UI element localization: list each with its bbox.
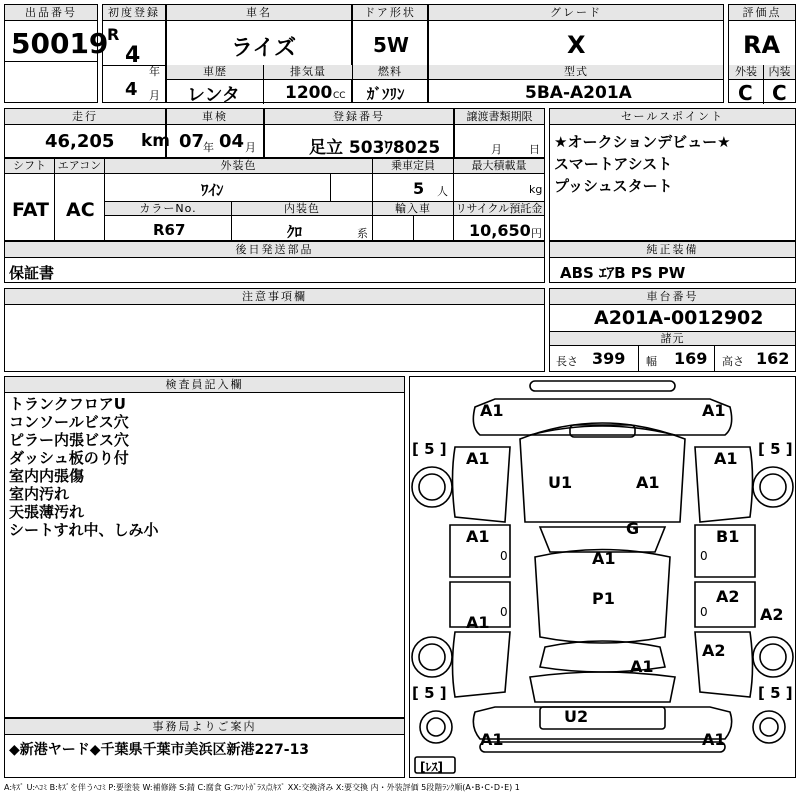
damage-mark: A1 <box>636 473 660 492</box>
reg-year: 4 <box>125 43 141 68</box>
no-spare: [ﾚｽ] <box>420 760 443 774</box>
exterior-grade: C <box>738 81 753 105</box>
first-registration-box <box>102 4 166 103</box>
damage-mark: A1 <box>480 401 504 420</box>
shaken-month: 04 <box>219 131 245 152</box>
shaken-month-unit: 月 <box>245 141 256 154</box>
recycle-label: リサイクル預託金 <box>455 202 543 215</box>
genuine-equipment-label: 純正装備 <box>550 242 795 258</box>
ext-color: ﾜｲﾝ <box>201 181 224 199</box>
model-type-label: 型式 <box>429 65 723 80</box>
interior-grade: C <box>772 81 787 105</box>
fuel: ｶﾞｿﾘﾝ <box>367 85 405 103</box>
import-label: 輸入車 <box>373 202 453 216</box>
history: レンタ <box>187 85 240 106</box>
note-line: シートすれ中、しみ小 <box>9 521 159 539</box>
max-load-label: 最大積載量 <box>453 159 544 174</box>
door-type-box <box>352 4 428 103</box>
car-name: ライズ <box>231 36 297 61</box>
reg-number-label: 登録番号 <box>265 109 453 125</box>
glass-zero: 0 <box>700 549 708 563</box>
later-parts-box <box>4 241 545 283</box>
note-line: ダッシュ板のり付 <box>9 449 129 467</box>
int-color-suffix: 系 <box>357 227 368 240</box>
transfer-deadline-box <box>454 108 545 158</box>
shift-label: シフト <box>5 159 54 174</box>
score-box <box>728 4 796 103</box>
displacement-unit: CC <box>333 91 346 101</box>
office-notice-box <box>4 718 405 778</box>
chassis-number: A201A-0012902 <box>594 307 764 329</box>
score-label: 評価点 <box>729 5 795 21</box>
car-outline <box>410 377 795 777</box>
history-label: 車歴 <box>167 65 263 80</box>
caution-label: 注意事項欄 <box>5 289 544 305</box>
score: RA <box>743 31 781 59</box>
sales-point-item: ★オークションデビュー★ <box>554 133 731 151</box>
inspector-notes-list <box>9 395 159 539</box>
sales-point-item: スマートアシスト <box>554 155 673 173</box>
era: R <box>107 25 120 44</box>
door-type-label: ドア形状 <box>353 5 427 21</box>
displacement-label: 排気量 <box>263 65 352 80</box>
genuine-equipment-box <box>549 241 796 283</box>
later-parts: 保証書 <box>9 264 55 282</box>
transfer-deadline-label: 譲渡書類期限 <box>455 109 544 125</box>
grade-box <box>428 4 724 103</box>
damage-mark: A1 <box>466 527 490 546</box>
width: 169 <box>674 349 708 368</box>
damage-mark: A2 <box>760 605 784 624</box>
car-name-label: 車名 <box>167 5 351 21</box>
reg-number: 足立 503ﾜ8025 <box>309 138 441 158</box>
specs-label: 諸元 <box>550 331 795 346</box>
chassis-label: 車台番号 <box>550 289 795 305</box>
damage-mark: A2 <box>716 587 740 606</box>
damage-diagram <box>409 376 796 778</box>
recycle-fee: 10,650 <box>469 221 531 240</box>
mileage-box <box>4 108 171 158</box>
first-registration-label: 初度登録 <box>103 5 165 21</box>
damage-mark: B1 <box>716 527 740 546</box>
fuel-label: 燃料 <box>353 65 427 80</box>
deadline-day: 日 <box>529 143 540 156</box>
inspector-notes-box <box>4 376 405 718</box>
capacity-unit: 人 <box>437 185 448 198</box>
capacity-label: 乗車定員 <box>372 159 453 174</box>
reg-month: 4 <box>125 79 138 100</box>
damage-mark: U2 <box>564 707 589 726</box>
shaken-year: 07 <box>179 131 205 152</box>
shaken-box <box>166 108 264 158</box>
office-notice-label: 事務局よりご案内 <box>5 719 404 735</box>
legend: A:ｷｽﾞ U:ﾍｺﾐ B:ｷｽﾞを伴うﾍｺﾐ P:要塗装 W:補修跡 S:錆 C:腐食 G:ﾌﾛﾝﾄｶﾞﾗｽ点ｷｽﾞ XX:交換済み X:要交換 内・外装評価 5段階ﾗﾝｸ順(A･B･C･D･E) 1 <box>4 783 520 792</box>
genuine-equipment: ABS ｴｱB PS PW <box>560 264 686 282</box>
damage-mark: A1 <box>702 730 726 749</box>
tire-tread: [ 5 ] <box>758 440 793 458</box>
shaken-label: 車検 <box>167 109 263 125</box>
capacity: 5 <box>413 179 425 198</box>
note-line: 室内内張傷 <box>9 467 85 485</box>
note-line: 室内汚れ <box>9 485 70 503</box>
reg-year-unit: 年 <box>149 65 160 78</box>
height-label: 高さ <box>722 355 744 368</box>
damage-mark: A1 <box>702 401 726 420</box>
length-label: 長さ <box>556 355 578 368</box>
note-line: コンソールビス穴 <box>9 413 129 431</box>
damage-mark: G <box>626 519 640 538</box>
damage-mark: A1 <box>466 449 490 468</box>
aircon-label: エアコン <box>54 159 104 174</box>
int-color-label: 内装色 <box>231 202 372 216</box>
lot-number-label: 出品番号 <box>5 5 97 21</box>
damage-mark: A1 <box>630 657 654 676</box>
damage-mark: A1 <box>466 613 490 632</box>
tire-tread: [ 5 ] <box>412 440 447 458</box>
aircon: AC <box>66 199 95 221</box>
door-type: 5W <box>373 33 409 57</box>
grade: X <box>567 31 586 59</box>
mileage-unit: km <box>141 131 171 151</box>
damage-mark: A1 <box>480 730 504 749</box>
lot-number-box <box>4 4 109 103</box>
sales-points-label: セールスポイント <box>550 109 795 125</box>
sales-points-box <box>549 108 796 241</box>
max-load-unit: kg <box>529 183 543 196</box>
shift: FAT <box>12 199 49 221</box>
glass-zero: 0 <box>500 605 508 619</box>
exterior-label: 外装 <box>729 65 763 80</box>
length: 399 <box>592 349 626 368</box>
damage-mark: A1 <box>592 549 616 568</box>
damage-mark: A2 <box>702 641 726 660</box>
later-parts-label: 後日発送部品 <box>5 242 544 258</box>
caution-box <box>4 288 545 372</box>
office-notice: ◆新港ヤード◆千葉県千葉市美浜区新港227-13 <box>9 742 310 758</box>
width-label: 幅 <box>646 355 657 368</box>
damage-mark: P1 <box>592 589 615 608</box>
int-color: ｸﾛ <box>287 223 303 241</box>
tire-tread: [ 5 ] <box>412 684 447 702</box>
shaken-year-unit: 年 <box>203 141 214 154</box>
tire-tread: [ 5 ] <box>758 684 793 702</box>
damage-mark: U1 <box>548 473 573 492</box>
color-no: R67 <box>153 221 186 239</box>
interior-label: 内装 <box>763 65 795 80</box>
reg-number-box <box>264 108 454 158</box>
glass-zero: 0 <box>700 605 708 619</box>
displacement: 1200 <box>285 83 333 103</box>
lot-number: 50019 <box>11 27 109 60</box>
ext-color-label: 外装色 <box>104 159 372 174</box>
reg-month-unit: 月 <box>149 89 160 102</box>
deadline-month: 月 <box>491 143 502 156</box>
model-type: 5BA-A201A <box>525 83 632 103</box>
damage-mark: A1 <box>714 449 738 468</box>
height: 162 <box>756 349 790 368</box>
note-line: 天張薄汚れ <box>9 503 85 521</box>
grade-label: グレード <box>429 5 723 21</box>
color-no-label: カラーNo. <box>105 202 231 216</box>
recycle-unit: 円 <box>531 227 542 240</box>
chassis-box <box>549 288 796 372</box>
car-name-box <box>166 4 352 106</box>
mileage: 46,205 <box>45 131 115 152</box>
sales-point-item: プッシュスタート <box>554 177 673 195</box>
glass-zero: 0 <box>500 549 508 563</box>
note-line: トランクフロアU <box>9 395 126 413</box>
spec-grid <box>4 158 545 241</box>
note-line: ピラー内張ビス穴 <box>9 431 130 449</box>
inspector-notes-label: 検査員記入欄 <box>5 377 404 393</box>
mileage-label: 走行 <box>5 109 165 125</box>
